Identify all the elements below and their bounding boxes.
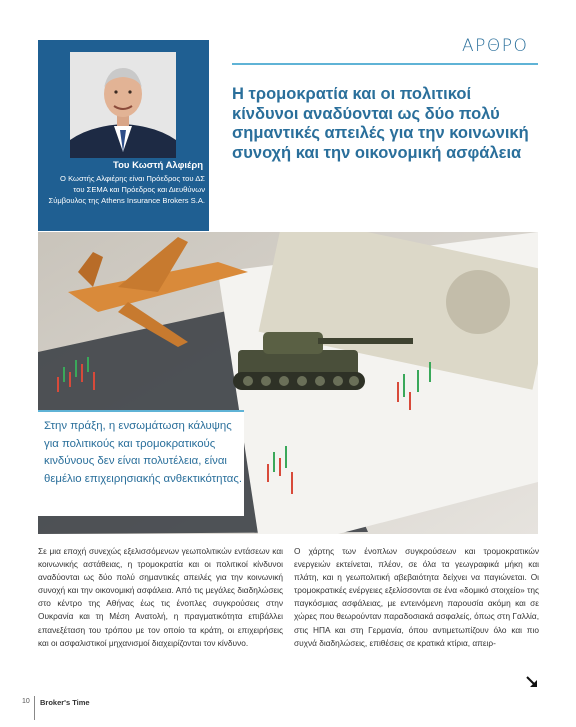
article-headline: Η τρομοκρατία και οι πολιτικοί κίνδυνοι αναδύονται ως δύο πολύ σημαντικές απειλές για την κοινωνική συνοχή και την οικονομική ασφάλεια — [232, 85, 529, 162]
section-label: ΑΡΘΡΟ — [462, 36, 529, 56]
magazine-name: Broker's Time — [40, 698, 90, 707]
page-number: 10 — [22, 698, 30, 705]
body-column-left: Σε μια εποχή συνεχώς εξελισσόμενων γεωπολιτικών εντάσεων και κοινωνικής αστάθειας, η τρομοκρατία και οι πολιτικοί κίνδυνοι αναδύονται ως δύο πολύ σημαντικές απειλές για την κοινωνική συνοχή και την οικονομική ασφάλεια. Από τις μεγάλες διαδηλώσεις στο κέντρο της Αθήνας έως τις ένοπλες συγκρούσεις στην Ουκρανία και τη Μέση Ανατολή, η πραγματικότητα επιβάλλει επανεξέταση του τρόπου με τον οποίο τα κράτη, οι επιχειρήσεις και οι ασφαλιστικοί μηχανισμοί διαχειρίζονται τον κίνδυνο. — [38, 546, 283, 648]
pullquote-box — [38, 410, 244, 516]
author-box — [38, 40, 209, 231]
author-name: Του Κωστή Αλφιέρη — [113, 160, 203, 171]
header-rule — [232, 63, 538, 65]
footer-divider — [34, 696, 35, 720]
author-portrait — [70, 52, 176, 158]
arrow-down-right-icon — [526, 675, 538, 687]
author-bio: Ο Κωστής Αλφιέρης είναι Πρόεδρος του ΔΣ του ΣΕΜΑ και Πρόεδρος και Διευθύνων Σύμβουλος της Athens Insurance Brokers S.A. — [48, 174, 205, 205]
body-column-right: Ο χάρτης των ένοπλων συγκρούσεων και τρομοκρατικών ενεργειών εκτείνεται, πλέον, σε όλα τα γεωγραφικά μήκη και πλάτη, και η γεωπολιτική αβεβαιότητα δείχνει να παγιώνεται. Οι τρομοκρατικές ενέργειες εξελίσσονται σε ένα «δομικό στοιχείο» της παγκόσμιας ασφάλειας, με εντεινόμενη παρουσία ακόμη και σε χώρες που θεωρούνταν παραδοσιακά ασφαλείς, όπως στη Γαλλία, στις ΗΠΑ και στη Γερμανία, όπου αντιμετωπίζουν όλο και πιο συχνά διαδηλώσεις, επιθέσεις σε κρατικά κτίρια, απειρ- — [294, 546, 539, 648]
pullquote-text: Στην πράξη, η ενσωμάτωση κάλυψης για πολιτικούς και τρομοκρατικούς κινδύνους δεν είναι πολυτέλεια, είναι θεμέλιο επιχειρησιακής ανθεκτικότητας. — [44, 420, 243, 485]
